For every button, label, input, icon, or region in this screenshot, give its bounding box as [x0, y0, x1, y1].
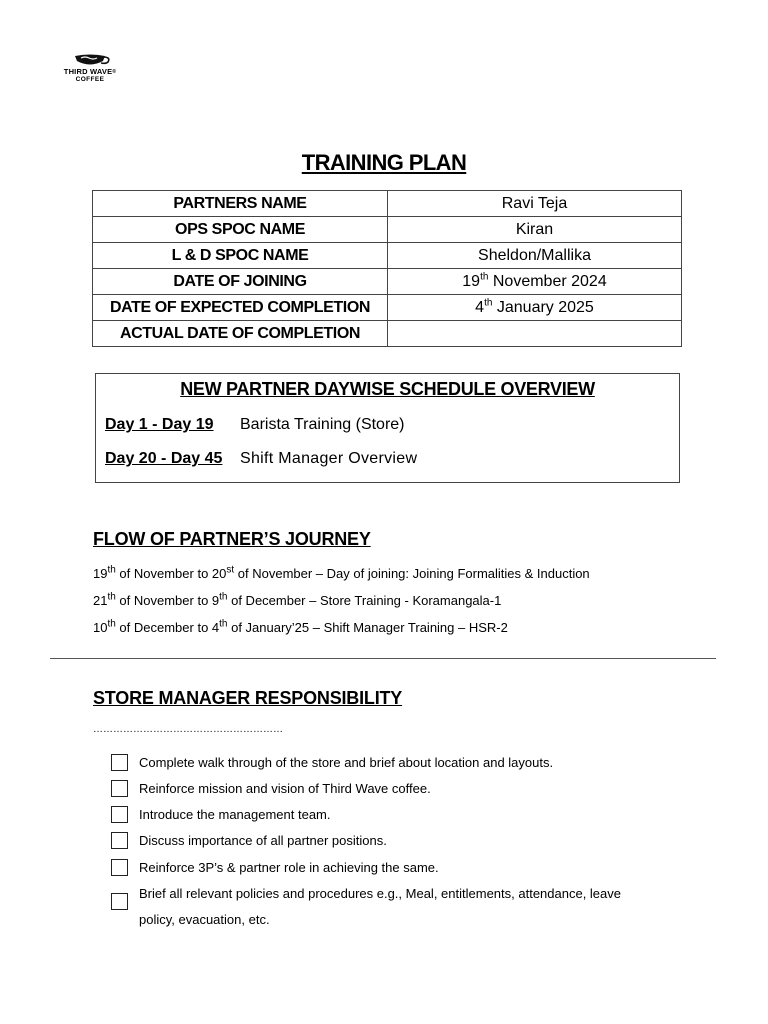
row-value: Ravi Teja — [388, 191, 682, 217]
table-row — [93, 243, 682, 269]
checklist-text: Discuss importance of all partner positions. — [139, 833, 387, 848]
checkbox[interactable] — [111, 780, 128, 797]
training-info-table — [92, 190, 682, 347]
checkbox[interactable] — [111, 893, 128, 910]
company-logo — [58, 54, 122, 84]
row-value: 4th January 2025 — [388, 295, 682, 321]
checklist-text: Reinforce mission and vision of Third Wave coffee. — [139, 781, 431, 796]
row-label: OPS SPOC NAME — [93, 217, 388, 243]
row-value: Sheldon/Mallika — [388, 243, 682, 269]
journey-item: 21th of November to 9th of December – Store Training - Koramangala-1 — [93, 591, 502, 608]
checkbox[interactable] — [111, 832, 128, 849]
row-label: DATE OF EXPECTED COMPLETION — [93, 295, 388, 321]
page-title: TRAINING PLAN — [301, 150, 467, 175]
checklist-text-continued: policy, evacuation, etc. — [139, 912, 270, 927]
checkbox[interactable] — [111, 754, 128, 771]
table-row — [93, 321, 682, 347]
checkbox[interactable] — [111, 806, 128, 823]
row-label: DATE OF JOINING — [93, 269, 388, 295]
schedule-overview-box — [95, 373, 680, 483]
schedule-day: Day 20 - Day 45 — [105, 450, 223, 467]
table-row — [93, 295, 682, 321]
dotted-line: ………………………………………………… — [93, 724, 283, 735]
row-label: PARTNERS NAME — [93, 191, 388, 217]
checklist-text: Complete walk through of the store and brief about location and layouts. — [139, 755, 554, 770]
checklist-text: Brief all relevant policies and procedures e.g., Meal, entitlements, attendance, leave — [139, 886, 621, 901]
table-row — [93, 217, 682, 243]
checklist-text: Introduce the management team. — [139, 807, 331, 822]
schedule-heading: NEW PARTNER DAYWISE SCHEDULE OVERVIEW — [180, 379, 595, 399]
journey-heading: FLOW OF PARTNER’S JOURNEY — [93, 529, 371, 549]
row-label: ACTUAL DATE OF COMPLETION — [93, 321, 388, 347]
journey-item: 19th of November to 20st of November – Day of joining: Joining Formalities & Induction — [93, 564, 590, 581]
row-value: 19th November 2024 — [388, 269, 682, 295]
checkbox[interactable] — [111, 859, 128, 876]
schedule-row — [105, 450, 417, 468]
journey-item: 10th of December to 4th of January’25 – Shift Manager Training – HSR-2 — [93, 618, 508, 635]
responsibility-heading: STORE MANAGER RESPONSIBILITY — [93, 688, 403, 708]
row-value — [388, 321, 682, 347]
section-divider — [50, 658, 716, 659]
schedule-desc: Barista Training (Store) — [240, 416, 405, 433]
table-row — [93, 269, 682, 295]
logo-line-1: THIRD WAVE® — [63, 67, 117, 76]
checklist-text: Reinforce 3P’s & partner role in achieving the same. — [139, 860, 439, 875]
schedule-row — [105, 416, 405, 434]
logo-line-2: COFFEE — [75, 76, 105, 83]
coffee-cup-icon — [67, 54, 113, 68]
schedule-desc: Shift Manager Overview — [240, 450, 418, 467]
schedule-day: Day 1 - Day 19 — [105, 416, 214, 433]
row-label: L & D SPOC NAME — [93, 243, 388, 269]
table-row — [93, 191, 682, 217]
row-value: Kiran — [388, 217, 682, 243]
